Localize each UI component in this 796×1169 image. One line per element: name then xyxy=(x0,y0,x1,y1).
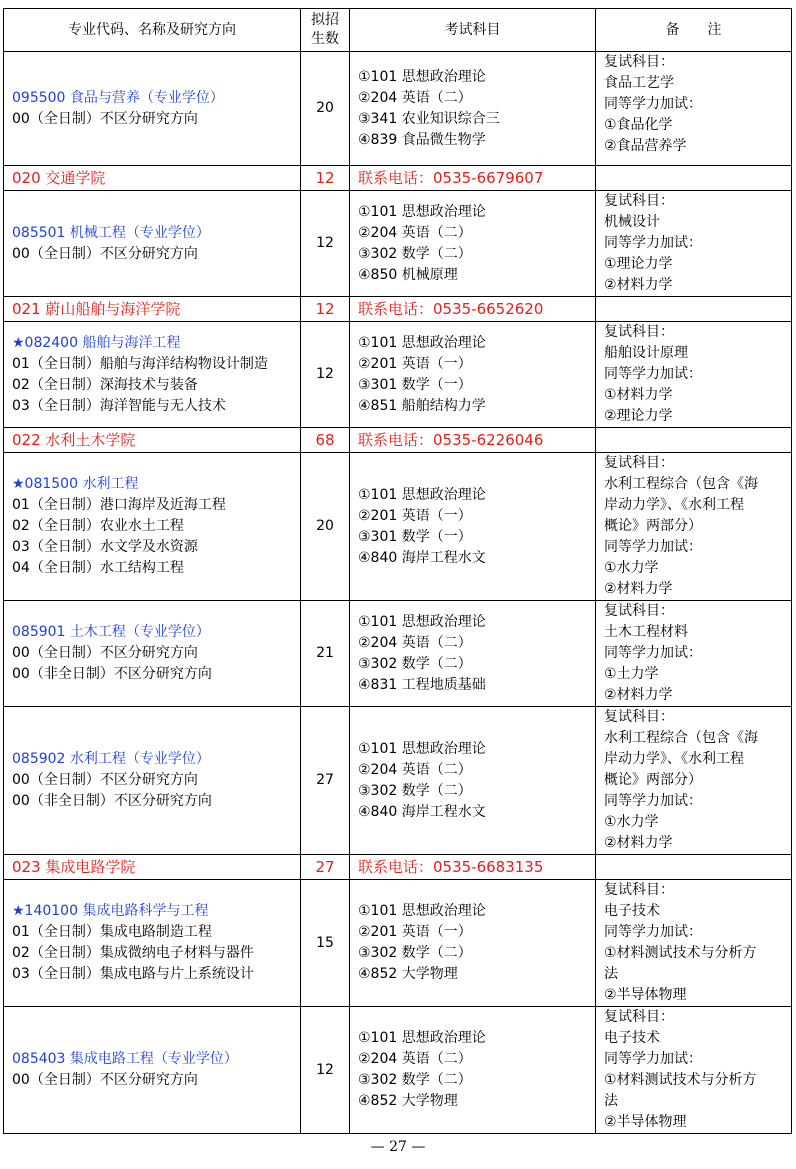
program-subjects-cell xyxy=(350,880,596,1007)
department-row xyxy=(4,428,792,453)
note-line: 同等学力加试： xyxy=(604,96,702,112)
subject-line: ④840 海岸工程水文 xyxy=(358,549,486,566)
subject-line: ④852 大学物理 xyxy=(358,1093,458,1109)
major-line: 00（全日制）不区分研究方向 xyxy=(12,245,198,262)
major-line: 00（全日制）不区分研究方向 xyxy=(12,1072,198,1088)
note-line: ②半导体物理 xyxy=(604,987,687,1003)
subject-line: ②201 英语（一） xyxy=(358,924,472,940)
subject-line: ①101 思想政治理论 xyxy=(358,203,486,220)
subject-line: ④851 船舶结构力学 xyxy=(358,397,486,414)
header-count xyxy=(301,9,350,52)
program-count: 15 xyxy=(301,880,350,1007)
major-line: 085901 土木工程（专业学位） xyxy=(12,624,210,640)
program-row xyxy=(4,880,792,1007)
note-line: ①水力学 xyxy=(604,814,659,830)
note-line: 复试科目： xyxy=(604,709,674,725)
subject-line: ①101 思想政治理论 xyxy=(358,486,486,503)
major-line: 00（非全日制）不区分研究方向 xyxy=(12,666,212,682)
department-count: 27 xyxy=(301,855,350,880)
note-line: ②食品营养学 xyxy=(604,138,687,154)
program-notes-cell xyxy=(596,1007,792,1134)
table-body xyxy=(4,52,792,1134)
header-count-line2: 生数 xyxy=(311,31,339,47)
department-row xyxy=(4,855,792,880)
note-line: 岸动力学》、《水利工程 xyxy=(604,497,744,513)
header-notes: 备 注 xyxy=(596,9,792,52)
department-name: 020 交通学院 xyxy=(4,166,301,191)
subject-line: ②204 英语（二） xyxy=(358,89,472,106)
department-notes-empty xyxy=(596,428,792,453)
subject-line: ①101 思想政治理论 xyxy=(358,334,486,351)
program-notes-cell xyxy=(596,707,792,855)
subject-line: ④831 工程地质基础 xyxy=(358,676,486,693)
program-major-cell xyxy=(4,601,301,707)
note-line: 电子技术 xyxy=(604,1030,660,1046)
note-line: 复试科目： xyxy=(604,54,674,70)
note-line: 概论》两部分） xyxy=(604,772,702,788)
major-line: 01（全日制）港口海岸及近海工程 xyxy=(12,497,226,513)
program-subjects-cell xyxy=(350,707,596,855)
subject-line: ④852 大学物理 xyxy=(358,966,458,982)
program-major-cell xyxy=(4,191,301,297)
program-major-cell xyxy=(4,52,301,166)
note-line: ②材料力学 xyxy=(604,581,673,597)
subject-line: ③341 农业知识综合三 xyxy=(358,110,500,127)
subject-line: ③302 数学（二） xyxy=(358,655,472,672)
major-line: 01（全日制）集成电路制造工程 xyxy=(12,924,212,940)
department-name: 021 蔚山船舶与海洋学院 xyxy=(4,297,301,322)
header-count-line1: 拟招 xyxy=(311,12,339,28)
note-line: ①材料测试技术与分析方 xyxy=(604,1072,757,1088)
major-line: 04（全日制）水工结构工程 xyxy=(12,560,184,576)
major-line: ★140100 集成电路科学与工程 xyxy=(12,903,209,919)
department-row xyxy=(4,297,792,322)
program-subjects-cell xyxy=(350,191,596,297)
subject-line: ①101 思想政治理论 xyxy=(358,1030,486,1046)
note-line: 法 xyxy=(604,1093,618,1109)
program-row xyxy=(4,322,792,428)
note-line: 同等学力加试： xyxy=(604,1051,702,1067)
major-line: 00（全日制）不区分研究方向 xyxy=(12,645,198,661)
note-line: 水利工程综合（包含《海 xyxy=(604,476,758,492)
department-phone: 联系电话：0535-6652620 xyxy=(350,297,596,322)
department-phone: 联系电话：0535-6683135 xyxy=(350,855,596,880)
subject-line: ④840 海岸工程水文 xyxy=(358,803,486,820)
note-line: ②半导体物理 xyxy=(604,1114,687,1130)
program-major-cell xyxy=(4,1007,301,1134)
program-major-cell xyxy=(4,453,301,601)
note-line: 复试科目： xyxy=(604,1009,674,1025)
program-subjects-cell xyxy=(350,52,596,166)
program-count: 12 xyxy=(301,322,350,428)
note-line: ①水力学 xyxy=(604,560,659,576)
note-line: ②材料力学 xyxy=(604,277,673,293)
note-line: ①土力学 xyxy=(604,666,659,682)
note-line: 复试科目： xyxy=(604,324,674,340)
program-row xyxy=(4,191,792,297)
note-line: 概论》两部分） xyxy=(604,518,702,534)
program-row xyxy=(4,1007,792,1134)
subject-line: ①101 思想政治理论 xyxy=(358,68,486,85)
note-line: ②理论力学 xyxy=(604,408,673,424)
major-line: 00（全日制）不区分研究方向 xyxy=(12,772,198,788)
department-notes-empty xyxy=(596,297,792,322)
program-notes-cell xyxy=(596,880,792,1007)
department-notes-empty xyxy=(596,855,792,880)
program-subjects-cell xyxy=(350,1007,596,1134)
program-notes-cell xyxy=(596,191,792,297)
program-major-cell xyxy=(4,322,301,428)
department-phone: 联系电话：0535-6226046 xyxy=(350,428,596,453)
note-line: 同等学力加试： xyxy=(604,235,702,251)
note-line: 复试科目： xyxy=(604,603,674,619)
note-line: 同等学力加试： xyxy=(604,793,702,809)
subject-line: ②204 英语（二） xyxy=(358,224,472,241)
note-line: 复试科目： xyxy=(604,882,674,898)
program-subjects-cell xyxy=(350,322,596,428)
subject-line: ②204 英语（二） xyxy=(358,1051,472,1067)
program-count: 21 xyxy=(301,601,350,707)
department-row xyxy=(4,166,792,191)
header-subjects: 考试科目 xyxy=(350,9,596,52)
header-row xyxy=(4,9,792,52)
department-name: 023 集成电路学院 xyxy=(4,855,301,880)
note-line: 水利工程综合（包含《海 xyxy=(604,730,758,746)
program-major-cell xyxy=(4,880,301,1007)
program-row xyxy=(4,52,792,166)
program-subjects-cell xyxy=(350,601,596,707)
major-line: 01（全日制）船舶与海洋结构物设计制造 xyxy=(12,355,268,372)
program-count: 12 xyxy=(301,191,350,297)
note-line: 同等学力加试： xyxy=(604,366,702,382)
major-line: 095500 食品与营养（专业学位） xyxy=(12,89,224,106)
subject-line: ②204 英语（二） xyxy=(358,761,472,778)
header-major: 专业代码、名称及研究方向 xyxy=(4,9,301,52)
department-phone: 联系电话：0535-6679607 xyxy=(350,166,596,191)
major-line: 03（全日制）水文学及水资源 xyxy=(12,539,198,555)
note-line: ②材料力学 xyxy=(604,687,673,703)
subject-line: ③302 数学（二） xyxy=(358,1072,472,1088)
note-line: ①食品化学 xyxy=(604,117,673,133)
note-line: ①材料测试技术与分析方 xyxy=(604,945,757,961)
note-line: 法 xyxy=(604,966,618,982)
program-count: 20 xyxy=(301,52,350,166)
admissions-table xyxy=(3,8,792,1134)
major-line: 02（全日制）深海技术与装备 xyxy=(12,376,198,393)
subject-line: ④839 食品微生物学 xyxy=(358,131,486,148)
note-line: 同等学力加试： xyxy=(604,924,702,940)
note-line: ①理论力学 xyxy=(604,256,673,272)
program-subjects-cell xyxy=(350,453,596,601)
page-number: — 27 — xyxy=(370,1139,426,1155)
note-line: 食品工艺学 xyxy=(604,75,674,91)
subject-line: ①101 思想政治理论 xyxy=(358,903,486,919)
major-line: 03（全日制）集成电路与片上系统设计 xyxy=(12,966,254,982)
subject-line: ②201 英语（一） xyxy=(358,507,472,524)
subject-line: ③302 数学（二） xyxy=(358,945,472,961)
note-line: 同等学力加试： xyxy=(604,539,702,555)
department-count: 12 xyxy=(301,166,350,191)
department-notes-empty xyxy=(596,166,792,191)
program-count: 20 xyxy=(301,453,350,601)
note-line: 岸动力学》、《水利工程 xyxy=(604,751,744,767)
subject-line: ③301 数学（一） xyxy=(358,376,472,393)
program-notes-cell xyxy=(596,52,792,166)
program-count: 27 xyxy=(301,707,350,855)
major-line: 02（全日制）集成微纳电子材料与器件 xyxy=(12,945,254,961)
note-line: 船舶设计原理 xyxy=(604,345,688,361)
program-notes-cell xyxy=(596,322,792,428)
program-row xyxy=(4,707,792,855)
note-line: 机械设计 xyxy=(604,214,660,230)
note-line: 同等学力加试： xyxy=(604,645,702,661)
subject-line: ③302 数学（二） xyxy=(358,245,472,262)
note-line: ①材料力学 xyxy=(604,387,673,403)
major-line: 085403 集成电路工程（专业学位） xyxy=(12,1051,238,1067)
major-line: 085902 水利工程（专业学位） xyxy=(12,751,210,767)
program-notes-cell xyxy=(596,601,792,707)
note-line: 复试科目： xyxy=(604,455,674,471)
subject-line: ③301 数学（一） xyxy=(358,528,472,545)
note-line: 电子技术 xyxy=(604,903,660,919)
major-line: ★081500 水利工程 xyxy=(12,476,139,492)
program-row xyxy=(4,453,792,601)
subject-line: ②204 英语（二） xyxy=(358,634,472,651)
major-line: ★082400 船舶与海洋工程 xyxy=(12,334,181,351)
subject-line: ①101 思想政治理论 xyxy=(358,740,486,757)
major-line: 00（非全日制）不区分研究方向 xyxy=(12,793,212,809)
program-count: 12 xyxy=(301,1007,350,1134)
department-count: 12 xyxy=(301,297,350,322)
major-line: 085501 机械工程（专业学位） xyxy=(12,224,210,241)
program-major-cell xyxy=(4,707,301,855)
subject-line: ④850 机械原理 xyxy=(358,266,458,283)
major-line: 03（全日制）海洋智能与无人技术 xyxy=(12,397,226,414)
department-count: 68 xyxy=(301,428,350,453)
program-row xyxy=(4,601,792,707)
subject-line: ③302 数学（二） xyxy=(358,782,472,799)
note-line: 复试科目： xyxy=(604,193,674,209)
program-notes-cell xyxy=(596,453,792,601)
department-name: 022 水利土木学院 xyxy=(4,428,301,453)
note-line: 土木工程材料 xyxy=(604,624,688,640)
major-line: 00（全日制）不区分研究方向 xyxy=(12,110,198,127)
subject-line: ①101 思想政治理论 xyxy=(358,613,486,630)
major-line: 02（全日制）农业水土工程 xyxy=(12,518,184,534)
note-line: ②材料力学 xyxy=(604,835,673,851)
subject-line: ②201 英语（一） xyxy=(358,355,472,372)
